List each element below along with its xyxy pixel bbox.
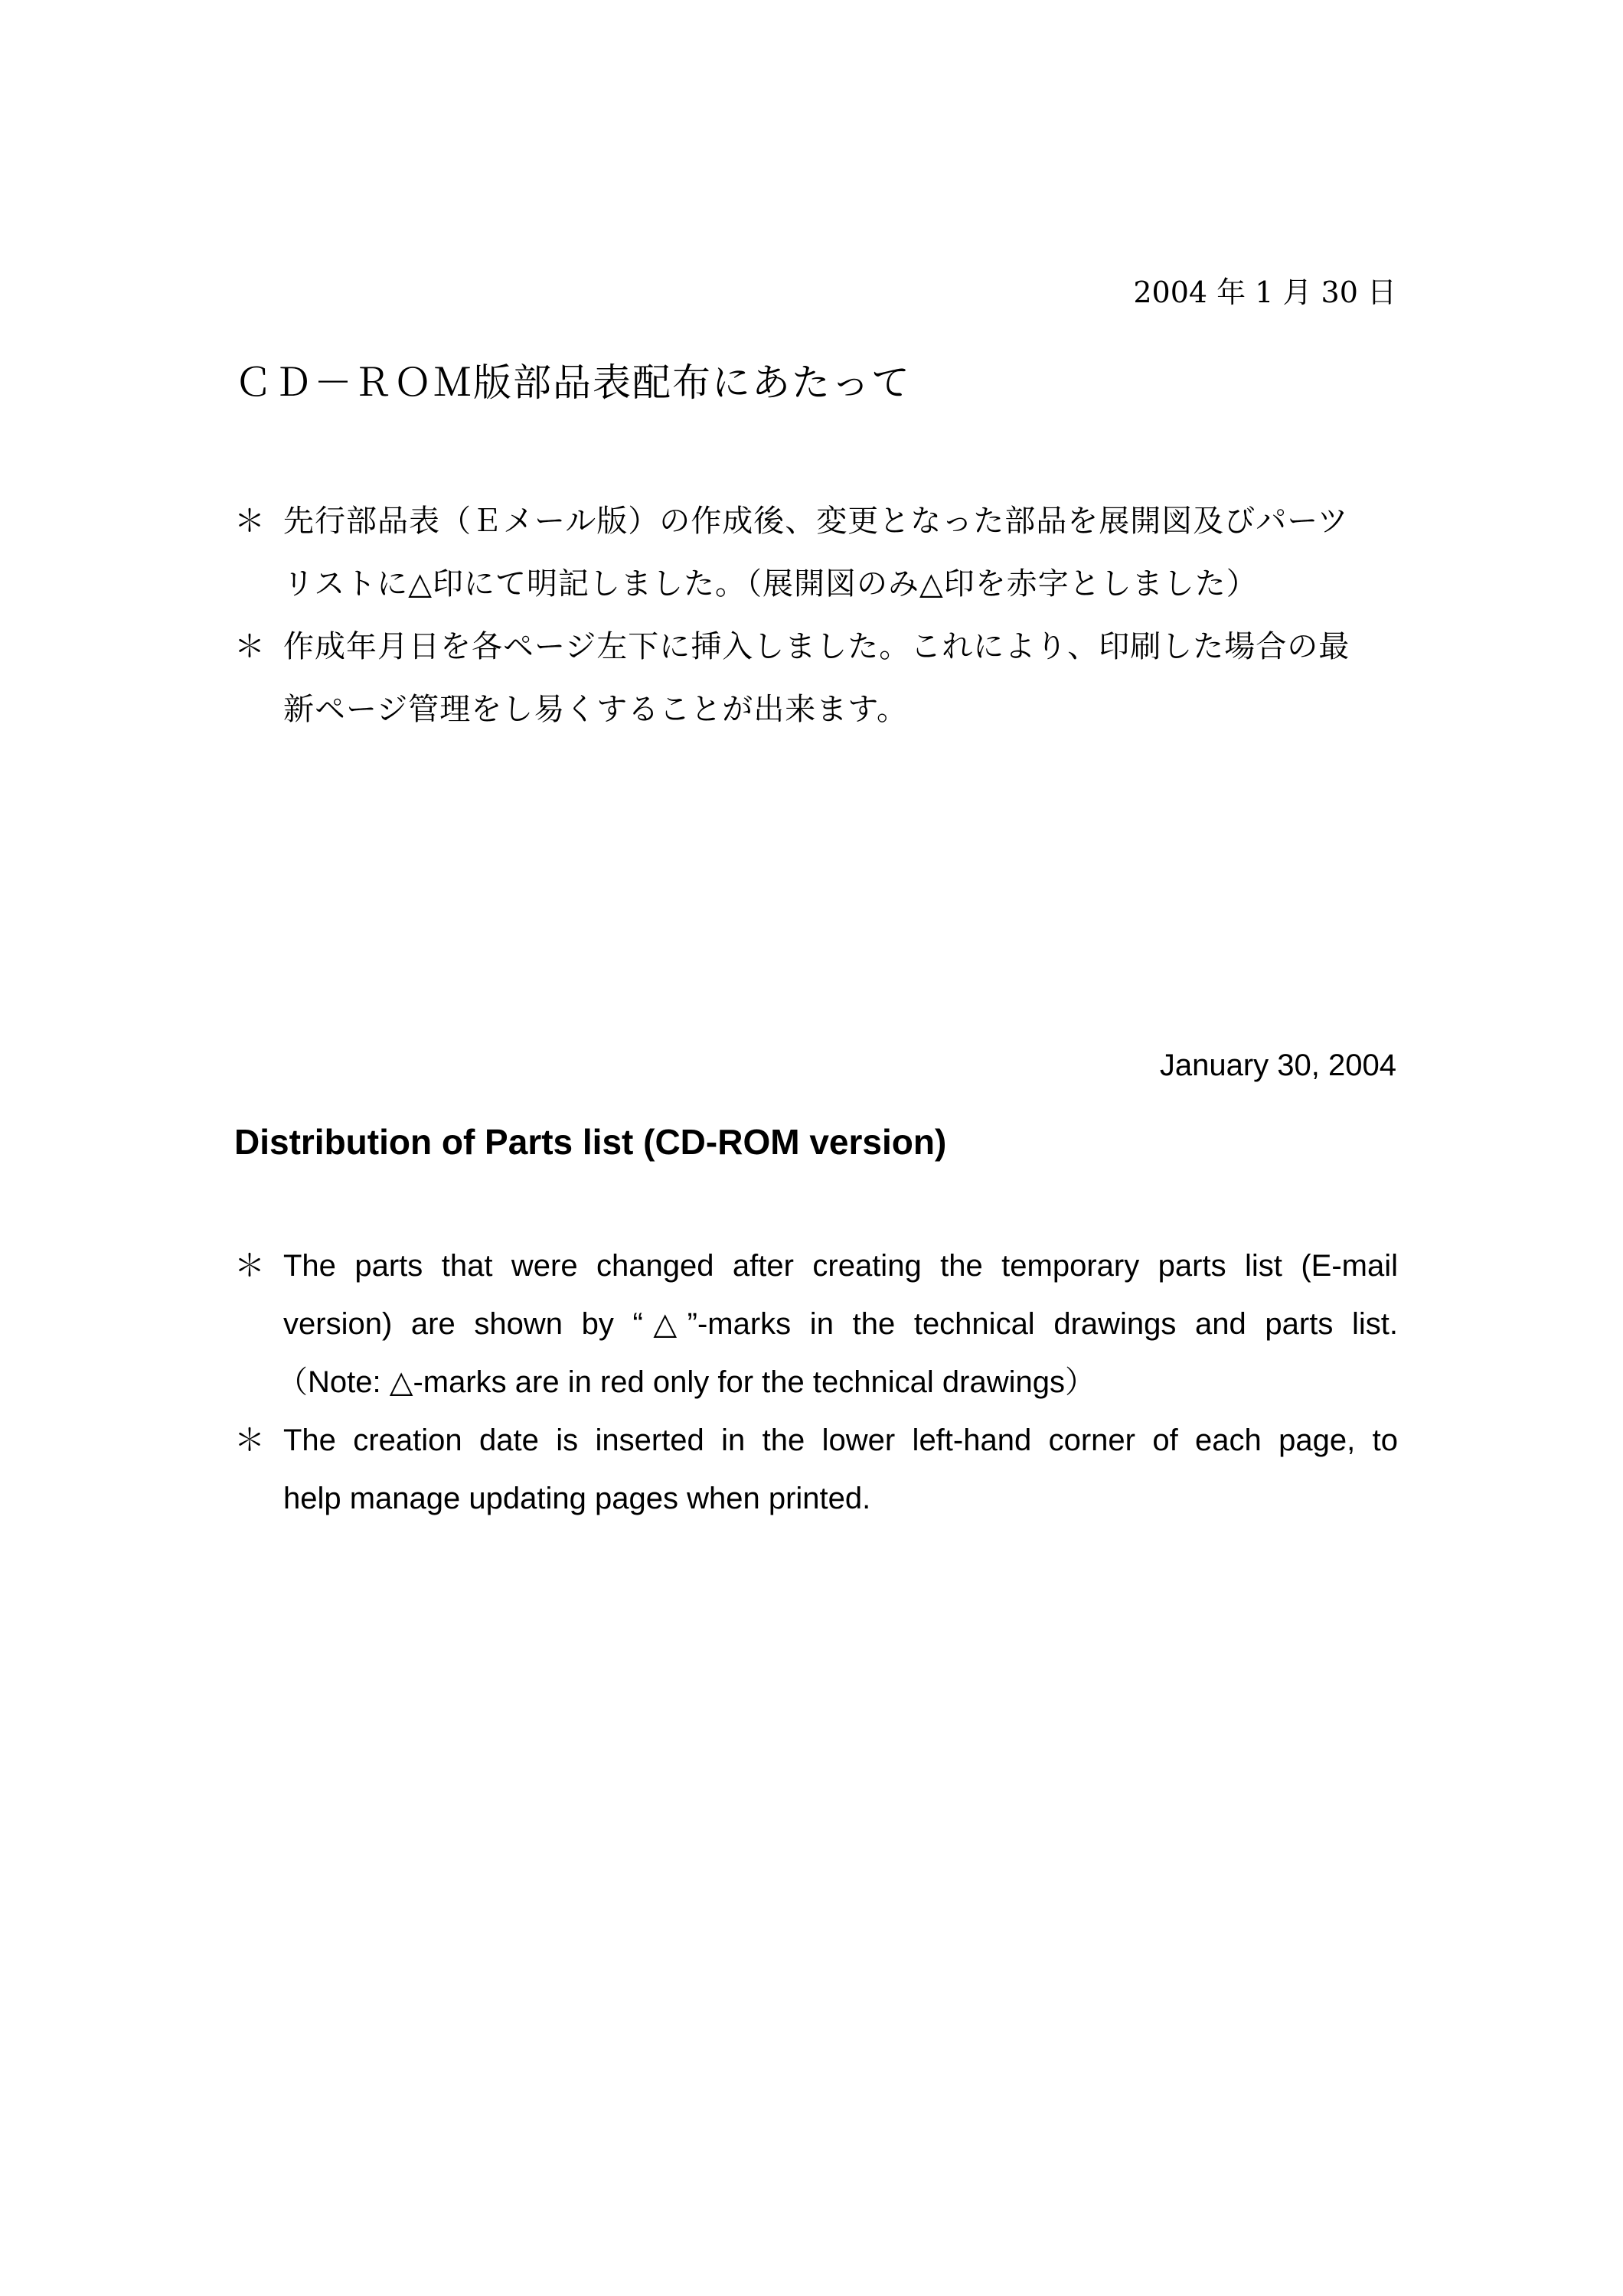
asterisk-bullet-icon: ＊ [234,504,266,539]
asterisk-bullet-icon: ＊ [234,629,266,664]
japanese-title: ＣＤ－ＲＯＭ版部品表配布にあたって [234,360,911,405]
japanese-notice-item-1 [234,490,1398,615]
japanese-notice-list [234,490,1398,741]
english-notice-1-note: （Note: △-marks are in red only for the technical drawings） [277,1365,1096,1399]
english-notice-2-line-1: The creation date is inserted in the lower left-hand corner of each page, to [283,1424,1398,1457]
english-title: Distribution of Parts list (CD-ROM version) [234,1122,947,1162]
asterisk-bullet-icon: ＊ [234,1423,265,1458]
japanese-notice-1-line-1: 先行部品表（Ｅメール版）の作成後、変更となった部品を展開図及びパーツ [283,504,1349,539]
english-notice-1-line-2: version) are shown by “△”-marks in the technical drawings and parts list. [283,1307,1398,1341]
japanese-notice-1-line-2: リストに△印にて明記しました。（展開図のみ△印を赤字としました） [283,566,1258,602]
japanese-notice-2-line-1: 作成年月日を各ページ左下に挿入しました。これにより、印刷した場合の最 [283,629,1350,664]
english-notice-list [234,1237,1398,1528]
english-notice-item-2 [234,1411,1398,1528]
english-notice-item-1 [234,1237,1398,1411]
english-notice-2-line-2: help manage updating pages when printed. [283,1482,871,1515]
japanese-date: 2004 年 1 月 30 日 [1133,276,1396,309]
asterisk-bullet-icon: ＊ [234,1248,265,1283]
japanese-notice-2-line-2: 新ページ管理をし易くすることが出来ます。 [283,692,908,727]
english-date: January 30, 2004 [1159,1049,1396,1082]
japanese-notice-item-2 [234,615,1398,741]
english-notice-1-line-1: The parts that were changed after creating the temporary parts list (E-mail [283,1249,1398,1283]
